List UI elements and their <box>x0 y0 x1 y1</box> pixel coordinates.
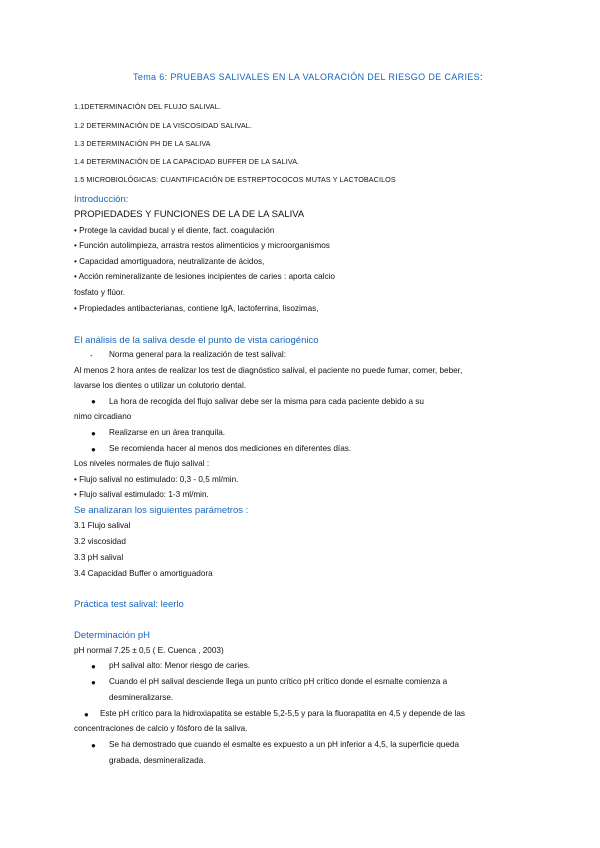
bullet-dot: ● <box>91 678 96 687</box>
intro-item-remineralizante: • Acción remineralizante de lesiones incipientes de caries : aporta calcio <box>74 272 335 281</box>
intro-item-amortiguadora: • Capacidad amortiguadora, neutralizante de ácidos, <box>74 257 265 266</box>
bullet-dot: ● <box>91 445 96 454</box>
bullet-dot: ● <box>91 429 96 438</box>
intro-heading: Introducción: <box>74 194 129 205</box>
analysis-bullet-area: Realizarse en un área tranquila. <box>109 428 226 437</box>
param-buffer: 3.4 Capacidad Buffer o amortiguadora <box>74 569 213 578</box>
analysis-heading: El análisis de la saliva desde el punto de vista cariogénico <box>74 335 319 346</box>
params-heading: Se analizaran los siguientes parámetros : <box>74 505 249 516</box>
intro-item-remineralizante-cont: fosfato y flúor. <box>74 288 125 297</box>
document-title-text: Tema 6: PRUEBAS SALIVALES EN LA VALORACIÓN DEL RIESGO DE CARIES <box>133 72 480 82</box>
intro-item-antibacterianas: • Propiedades antibacterianas, contiene IgA, lactoferrina, lisozimas, <box>74 304 319 313</box>
analysis-bullet-mediciones: Se recomienda hacer al menos dos mediciones en diferentes días. <box>109 444 352 453</box>
ph-bullet-desciende-cont: desmineralizarse. <box>109 693 174 702</box>
normal-levels-heading: Los niveles normales de flujo salival : <box>74 459 210 468</box>
normal-level-estimulado: • Flujo salival estimulado: 1-3 ml/min. <box>74 490 209 499</box>
analysis-bullet-hora-cont: nimo circadiano <box>74 412 132 421</box>
analysis-bullet-hora: La hora de recogida del flujo salivar debe ser la misma para cada paciente debido a su <box>109 397 424 406</box>
param-flujo: 3.1 Flujo salival <box>74 521 131 530</box>
bullet-dot: ● <box>91 397 96 406</box>
analysis-line-2: lavarse los dientes o utilizar un colutorio dental. <box>74 381 247 390</box>
ph-bullet-critico: Este pH crítico para la hidroxiapatita se estable 5,2-5,5 y para la fluorapatita en 4,5 y depende de las <box>100 709 466 718</box>
intro-subheading: PROPIEDADES Y FUNCIONES DE LA DE LA SALIVA <box>74 209 305 220</box>
ph-bullet-esmalte-cont: grabada, desmineralizada. <box>109 756 206 765</box>
toc-item-1-3: 1.3 DETERMINACIÓN PH DE LA SALIVA <box>74 139 211 148</box>
document-title <box>133 73 483 82</box>
ph-bullet-desciende: Cuando el pH salival desciende llega un punto crítico pH crítico donde el esmalte comienza a <box>109 677 448 686</box>
toc-item-1-4: 1.4 DETERMINACIÓN DE LA CAPACIDAD BUFFER DE LA SALIVA. <box>74 157 300 166</box>
ph-bullet-critico-cont: concentraciones de calcio y fósforo de la saliva. <box>74 724 248 733</box>
practice-heading: Práctica test salival: leerlo <box>74 599 184 610</box>
analysis-line-1: Al menos 2 hora antes de realizar los test de diagnóstico salival, el paciente no puede fumar, comer, beber, <box>74 366 463 375</box>
param-ph: 3.3 pH salival <box>74 553 124 562</box>
ph-bullet-esmalte: Se ha demostrado que cuando el esmalte es expuesto a un pH inferior a 4,5, la superficie queda <box>109 740 460 749</box>
dash-bullet: - <box>90 351 93 360</box>
ph-bullet-alto: pH salival alto: Menor riesgo de caries. <box>109 661 251 670</box>
analysis-norma-general: Norma general para la realización de test salival: <box>109 350 287 359</box>
document-title-colon: : <box>480 72 483 82</box>
bullet-dot: ● <box>84 710 89 719</box>
ph-heading: Determinación pH <box>74 630 151 641</box>
toc-item-1-2: 1.2 DETERMINACIÓN DE LA VISCOSIDAD SALIVAL. <box>74 121 252 130</box>
toc-item-1-1: 1.1DETERMINACIÓN DEL FLUJO SALIVAL. <box>74 102 221 111</box>
intro-item-protege: • Protege la cavidad bucal y el diente, fact. coagulación <box>74 226 275 235</box>
intro-item-autolimpieza: • Función autolimpieza, arrastra restos alimenticios y microorganismos <box>74 241 330 250</box>
ph-normal-value: pH normal 7.25 ± 0,5 ( E. Cuenca , 2003) <box>74 646 224 655</box>
normal-level-no-estimulado: • Flujo salival no estimulado: 0,3 - 0,5 ml/min. <box>74 475 239 484</box>
toc-item-1-5: 1.5 MICROBIOLÓGICAS: CUANTIFICACIÓN DE ESTREPTOCOCOS MUTAS Y LACTOBACILOS <box>74 175 396 184</box>
bullet-dot: ● <box>91 662 96 671</box>
param-viscosidad: 3.2 viscosidad <box>74 537 126 546</box>
bullet-dot: ● <box>91 741 96 750</box>
